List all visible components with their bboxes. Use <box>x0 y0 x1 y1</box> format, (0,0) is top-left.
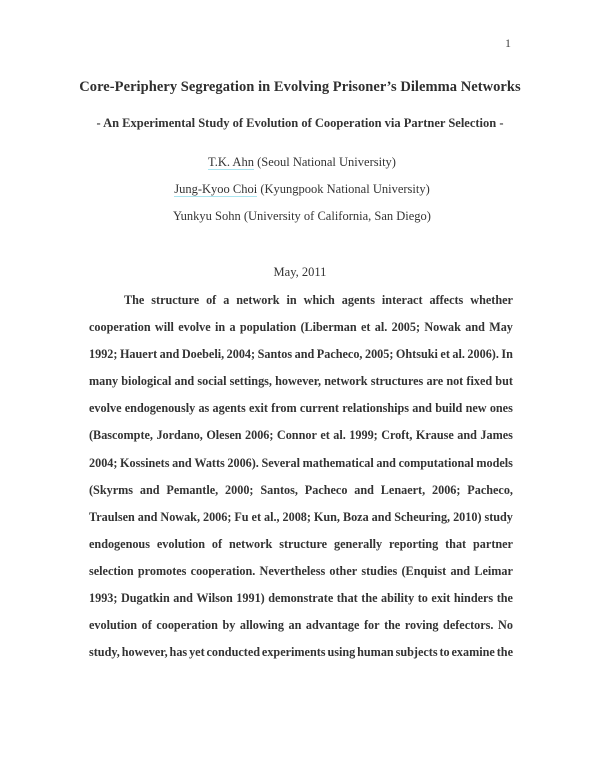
word: Leimar <box>474 563 513 578</box>
word: Lenaert, <box>380 482 426 497</box>
word: al. <box>374 320 388 335</box>
body-line <box>89 341 513 368</box>
word: and <box>450 563 471 578</box>
word: study <box>484 509 513 524</box>
word: to <box>417 591 428 606</box>
word: al., <box>263 509 280 524</box>
word: al. <box>333 428 346 443</box>
word: 2006; <box>245 428 274 443</box>
word: Doebeli, <box>181 347 225 362</box>
body-line <box>89 612 513 639</box>
body-line-words <box>89 585 513 612</box>
word: Olesen <box>206 428 242 443</box>
word: Ohtsuki <box>395 347 438 362</box>
author-name: Yunkyu Sohn <box>173 209 241 223</box>
body-line <box>89 314 513 341</box>
word: Wilson <box>196 591 233 606</box>
word: cooperation <box>89 320 151 335</box>
word: fixed <box>466 374 493 389</box>
author-line <box>0 182 600 197</box>
word: will <box>154 320 174 335</box>
word: conducted <box>206 645 261 660</box>
word: Nowak, <box>160 509 201 524</box>
word: examine <box>451 645 495 660</box>
word: from <box>271 401 297 416</box>
word: endogenously <box>124 401 196 416</box>
word: and <box>137 509 158 524</box>
word: In <box>501 347 513 362</box>
word: and <box>457 428 477 443</box>
word: The <box>124 293 145 307</box>
word: endogenous <box>89 536 150 551</box>
word: an <box>288 618 302 633</box>
word: demonstrate <box>268 591 334 606</box>
body-line <box>89 395 513 422</box>
word: reporting <box>388 536 439 551</box>
word: al. <box>452 347 465 362</box>
word: as <box>198 401 210 416</box>
word: et <box>440 347 450 362</box>
word: 2006). <box>467 347 499 362</box>
paper-title: Core-Periphery Segregation in Evolving Prisoner’s Dilemma Networks <box>79 79 521 95</box>
word: of <box>141 618 152 633</box>
word: relationships <box>342 401 410 416</box>
word: evolve <box>89 401 122 416</box>
word: (Liberman <box>300 320 357 335</box>
body-line <box>89 450 513 477</box>
body-line-words <box>89 558 513 585</box>
body-line <box>89 558 513 585</box>
body-line-words <box>124 287 513 314</box>
word: structure <box>151 293 200 307</box>
word: 2005; <box>364 347 394 362</box>
word: ones <box>489 401 513 416</box>
word: and <box>412 401 432 416</box>
body-line <box>89 504 513 531</box>
word: new <box>465 401 487 416</box>
word: Santos <box>257 347 293 362</box>
word: network <box>324 374 368 389</box>
word: advantage <box>305 618 360 633</box>
publication-date: May, 2011 <box>273 265 327 279</box>
word: studies <box>361 563 398 578</box>
word: exit <box>248 401 268 416</box>
word: 2000; <box>225 482 254 497</box>
word: that <box>445 536 467 551</box>
word: Kun, <box>313 509 340 524</box>
word: (Enquist <box>401 563 447 578</box>
word: defectors. <box>443 618 494 633</box>
word: and <box>294 347 315 362</box>
word: Nevertheless <box>259 563 326 578</box>
word: to <box>439 645 450 660</box>
word: Watts <box>194 455 225 470</box>
word: social <box>197 374 227 389</box>
word: 2006; <box>432 482 461 497</box>
word: James <box>480 428 513 443</box>
word: not <box>446 374 464 389</box>
page-number: 1 <box>505 36 511 50</box>
word: Pacheco, <box>316 347 363 362</box>
author-line <box>0 155 600 170</box>
word: structures <box>370 374 424 389</box>
word: Nowak <box>424 320 461 335</box>
word: interact <box>381 293 423 307</box>
word: 1993; <box>89 591 118 606</box>
word: Croft, <box>381 428 413 443</box>
author-affiliation: (Seoul National University) <box>253 155 396 169</box>
word: exit <box>431 591 451 606</box>
word: and <box>172 455 192 470</box>
body-line <box>89 585 513 612</box>
word: that <box>336 591 358 606</box>
word: Kossinets <box>120 455 170 470</box>
word: biological <box>121 374 172 389</box>
word: hinders <box>453 591 494 606</box>
word: settings, <box>229 374 272 389</box>
word: No <box>498 618 513 633</box>
word: 1991) <box>236 591 265 606</box>
word: roving <box>404 618 439 633</box>
word: are <box>426 374 444 389</box>
word: partner <box>473 536 513 551</box>
word: structure <box>279 536 328 551</box>
word: Traulsen <box>89 509 135 524</box>
word: cooperation <box>156 618 218 633</box>
body-line-words <box>89 531 513 558</box>
word: using <box>327 645 356 660</box>
word: network <box>228 536 273 551</box>
word: evolution <box>156 536 205 551</box>
word: evolution <box>89 618 138 633</box>
word: 2006). <box>227 455 259 470</box>
word: human <box>357 645 394 660</box>
word: in <box>215 320 226 335</box>
word: many <box>89 374 119 389</box>
word: however, <box>121 645 168 660</box>
word: Santos, <box>260 482 298 497</box>
word: mathematical <box>302 455 374 470</box>
word: May <box>489 320 513 335</box>
paper-subtitle: - An Experimental Study of Evolution of Cooperation via Partner Selection - <box>96 116 504 130</box>
word: Connor <box>276 428 317 443</box>
word: and <box>159 347 180 362</box>
word: has <box>169 645 188 660</box>
word: and <box>173 591 193 606</box>
word: and <box>465 320 485 335</box>
author-affiliation: (Kyungpook National University) <box>257 182 430 196</box>
word: and <box>139 482 160 497</box>
word: yet <box>189 645 205 660</box>
word: and <box>354 482 374 497</box>
word: Pacheco, <box>467 482 513 497</box>
word: 2004; <box>226 347 256 362</box>
word: which <box>303 293 335 307</box>
word: et <box>320 428 330 443</box>
body-line <box>89 639 513 666</box>
word: 2006; <box>202 509 232 524</box>
word: Krause <box>415 428 454 443</box>
word: models <box>476 455 513 470</box>
word: Pemantle, <box>166 482 219 497</box>
body-line-words <box>89 450 513 477</box>
word: and <box>371 509 392 524</box>
word: cooperation. <box>190 563 256 578</box>
word: et <box>360 320 371 335</box>
body-line <box>89 477 513 504</box>
author-name-link[interactable]: T.K. Ahn <box>208 155 254 169</box>
author-line <box>0 209 600 224</box>
word: 2008; <box>282 509 311 524</box>
word: the <box>496 591 513 606</box>
body-line-words <box>89 612 513 639</box>
word: subjects <box>395 645 438 660</box>
word: for <box>363 618 380 633</box>
word: 2005; <box>391 320 421 335</box>
body-line-words <box>89 395 513 422</box>
word: however, <box>275 374 322 389</box>
word: 2004; <box>89 455 118 470</box>
body-line <box>89 422 513 449</box>
body-line-words <box>89 341 513 368</box>
word: Scheuring, <box>394 509 451 524</box>
word: agents <box>212 401 246 416</box>
word: generally <box>334 536 383 551</box>
body-line <box>89 531 513 558</box>
body-line-words <box>89 477 513 504</box>
word: the <box>361 591 378 606</box>
body-line <box>89 287 513 314</box>
word: and <box>376 455 396 470</box>
body-line-words <box>89 368 513 395</box>
word: and <box>174 374 195 389</box>
word: network <box>236 293 280 307</box>
word: (Skyrms <box>89 482 134 497</box>
word: 2010) <box>453 509 482 524</box>
word: the <box>384 618 401 633</box>
word: Dugatkin <box>120 591 170 606</box>
word: study, <box>89 645 120 660</box>
word: Fu <box>234 509 249 524</box>
word: experiments <box>261 645 326 660</box>
word: et <box>251 509 262 524</box>
word: whether <box>470 293 513 307</box>
word: other <box>329 563 358 578</box>
word: evolve <box>178 320 211 335</box>
word: selection <box>89 563 134 578</box>
word: computational <box>398 455 474 470</box>
word: of <box>211 536 223 551</box>
word: ability <box>381 591 415 606</box>
word: promotes <box>137 563 187 578</box>
word: affects <box>429 293 464 307</box>
word: (Bascompte, <box>89 428 153 443</box>
word: the <box>496 645 513 660</box>
word: Boza <box>342 509 369 524</box>
body-line-words <box>89 504 513 531</box>
word: current <box>299 401 339 416</box>
body-line-words <box>89 422 513 449</box>
word: allowing <box>239 618 284 633</box>
word: Jordano, <box>156 428 203 443</box>
author-name-link[interactable]: Jung-Kyoo Choi <box>174 182 258 196</box>
body-paragraph <box>89 287 513 666</box>
word: a <box>229 320 236 335</box>
word: of <box>206 293 217 307</box>
word: Hauert <box>119 347 158 362</box>
word: population <box>239 320 297 335</box>
word: but <box>495 374 513 389</box>
body-line-words <box>89 639 513 666</box>
word: agents <box>341 293 375 307</box>
body-line <box>89 368 513 395</box>
word: in <box>286 293 297 307</box>
body-line-words <box>89 314 513 341</box>
word: by <box>222 618 236 633</box>
word: 1992; <box>89 347 118 362</box>
word: build <box>435 401 463 416</box>
word: a <box>223 293 230 307</box>
word: Pacheco <box>304 482 348 497</box>
word: Several <box>261 455 301 470</box>
word: 1999; <box>349 428 378 443</box>
author-affiliation: (University of California, San Diego) <box>240 209 431 223</box>
